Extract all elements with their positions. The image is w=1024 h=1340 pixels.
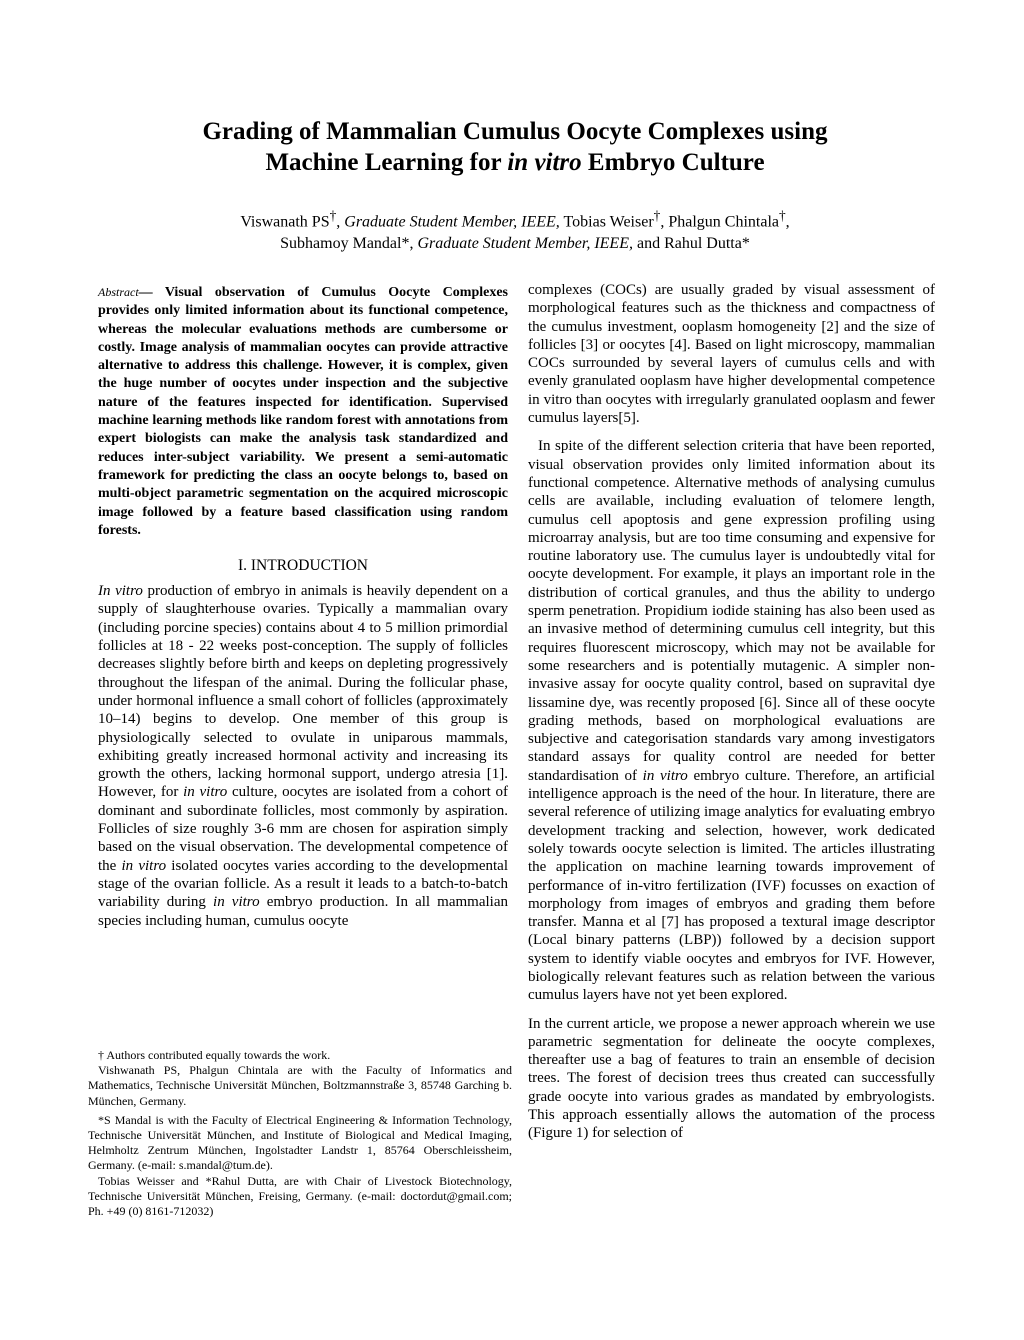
- body-paragraph-cocs: complexes (COCs) are usually graded by visual assessment of morphological features such as the thickness and compactness of the cumulus investment, ooplasm homogeneity [2] and the size of follicles [3] or oocytes [4]. Based on light microscopy, mammalian COCs surrounded by several layers of cumulus cells and with evenly granulated ooplasm have higher developmental competence in vitro than oocytes with irregularly granulated ooplasm and fewer cumulus layers[5].: [528, 282, 935, 427]
- footnote-affiliation-mandal: *S Mandal is with the Faculty of Electrical Engineering & Information Technology, Technische Universität München, and Institute of Biological and Medical Imaging, Helmholtz Zentrum München, Ingolstadter Landstr 1, 85764 Oberschleissheim, Germany. (e-mail: s.mandal@tum.de).: [88, 1112, 512, 1173]
- author-line-1: Viswanath PS†, Graduate Student Member, IEEE, Tobias Weiser†, Phalgun Chintala†,: [240, 208, 790, 231]
- footnotes: [88, 1048, 512, 1219]
- abstract-label: Abstract: [98, 285, 139, 299]
- title-line-2: Machine Learning for in vitro Embryo Culture: [265, 149, 765, 176]
- footnote-equal-contribution: † Authors contributed equally towards the work.: [98, 1048, 331, 1062]
- left-column: [98, 283, 508, 930]
- footnote-affiliation-livestock: Tobias Weisser and *Rahul Dutta, are with Chair of Livestock Biotechnology, Technische Universität München, Freising, Germany. (e-mail: doctordut@gmail.com; Ph. +49 (0) 8161-712032): [88, 1173, 512, 1219]
- title-line-1: Grading of Mammalian Cumulus Oocyte Complexes using: [202, 118, 828, 145]
- footnote-affiliation-informatics: Vishwanath PS, Phalgun Chintala are with the Faculty of Informatics and Mathematics, Technische Universität München, Boltzmannstraße 3, 85748 Garching b. München, Germany.: [88, 1063, 512, 1108]
- body-paragraph-selection: In spite of the different selection criteria that have been reported, visual observation provides only limited information about its functional competence. Alternative methods of analysing cumulus cells are available, including evaluation of telomere length, cumulus cell apoptosis and gene expression profiling using microarray analysis, but are too time consuming and expensive for routine laboratory use. The cumulus layer is undoubtedly vital for oocyte development. For example, it plays an important role in the distribution of cortical granules, and thus the ability to undergo sperm penetration. Propidium iodide staining has also been used as an invasive method of determining cumulus cell integrity, but this requires fluorescent microscopy, which may not be available for some researchers and is potentially mutagenic. A simpler non-invasive assay for oocyte quality control, based on supravital dye lissamine dye, was recently proposed [6]. Since all of these oocyte grading methods, based on morphological evaluations are subjective and categorisation standards vary among investigators standard assays for quality control are needed for better standardisation of in vitro embryo culture. Therefore, an artificial intelligence approach is the need of the hour. In literature, there are several reference of utilizing image analytics for evaluating embryo development tracking and selection, however, work dedicated solely towards oocyte selection is limited. The articles illustrating the application on machine learning towards improvement of performance of in-vitro fertilization (IVF) focusses on exaction of morphology from images of embryos and grading them before transfer. Manna et al [7] has proposed a textural image descriptor (Local binary patterns (LBP)) followed by a decision support system to identify viable oocytes and embryos for IVF. However, biologically relevant features such as relation between the various cumulus layers have not yet been explored.: [528, 438, 935, 1004]
- author-list: [100, 205, 930, 255]
- intro-paragraph: In vitro production of embryo in animals is heavily dependent on a supply of slaughterhouse ovaries. Typically a mammalian ovary (including porcine species) contains about 4 to 5 million primordial follicles at 18 - 22 weeks post-conception. The supply of follicles decreases slightly before birth and keeps on depleting progressively throughout the lifespan of the animal. During the follicular phase, under hormonal influence a small cohort of follicles (approximately 10–14) begins to develop. One member of this group is physiologically selected to ovulate in uniparous mammals, exhibiting greatly increased hormonal activity and increasing its growth the others, lacking hormonal support, undergo atresia [1]. However, for in vitro culture, oocytes are isolated from a cohort of dominant and subordinate follicles, most commonly by aspiration. Follicles of size roughly 3-6 mm are chosen for aspiration simply based on the visual observation. The developmental competence of the in vitro isolated oocytes varies according to the developmental stage of the ovarian follicle. As a result it leads to a batch-to-batch variability during in vitro embryo production. In all mammalian species including human, cumulus oocyte: [98, 583, 508, 929]
- paper-title: [100, 116, 930, 178]
- abstract-text: — Visual observation of Cumulus Oocyte Complexes provides only limited information about its functional competence, whereas the molecular evaluations methods are cumbersome or costly. Image analysis of mammalian oocytes can provide attractive alternative to address this challenge. However, it is complex, given the huge number of oocytes under inspection and the subjective nature of the features inspected for identification. Supervised machine learning methods like random forest with annotations from expert biologists can make the analysis task standardized and reduces inter-subject variability. We present a semi-automatic framework for predicting the class an oocyte belongs to, based on multi-object parametric segmentation on the acquired microscopic image followed by a feature based classification using random forests.: [98, 285, 508, 538]
- section-heading-introduction: I. INTRODUCTION: [237, 557, 368, 575]
- right-column: [528, 281, 935, 1143]
- author-line-2: Subhamoy Mandal*, Graduate Student Member, IEEE, and Rahul Dutta*: [280, 235, 750, 253]
- abstract: [98, 283, 508, 540]
- body-paragraph-current-article: In the current article, we propose a newer approach wherein we use parametric segmentation for delineate the oocyte complexes, thereafter use a bag of features to train an ensemble of decision trees. The forest of decision trees thus created can successfully grade oocyte into various grades as mandated by embryologists. This approach essentially allows the automation of the process (Figure 1) for selection of: [528, 1015, 935, 1142]
